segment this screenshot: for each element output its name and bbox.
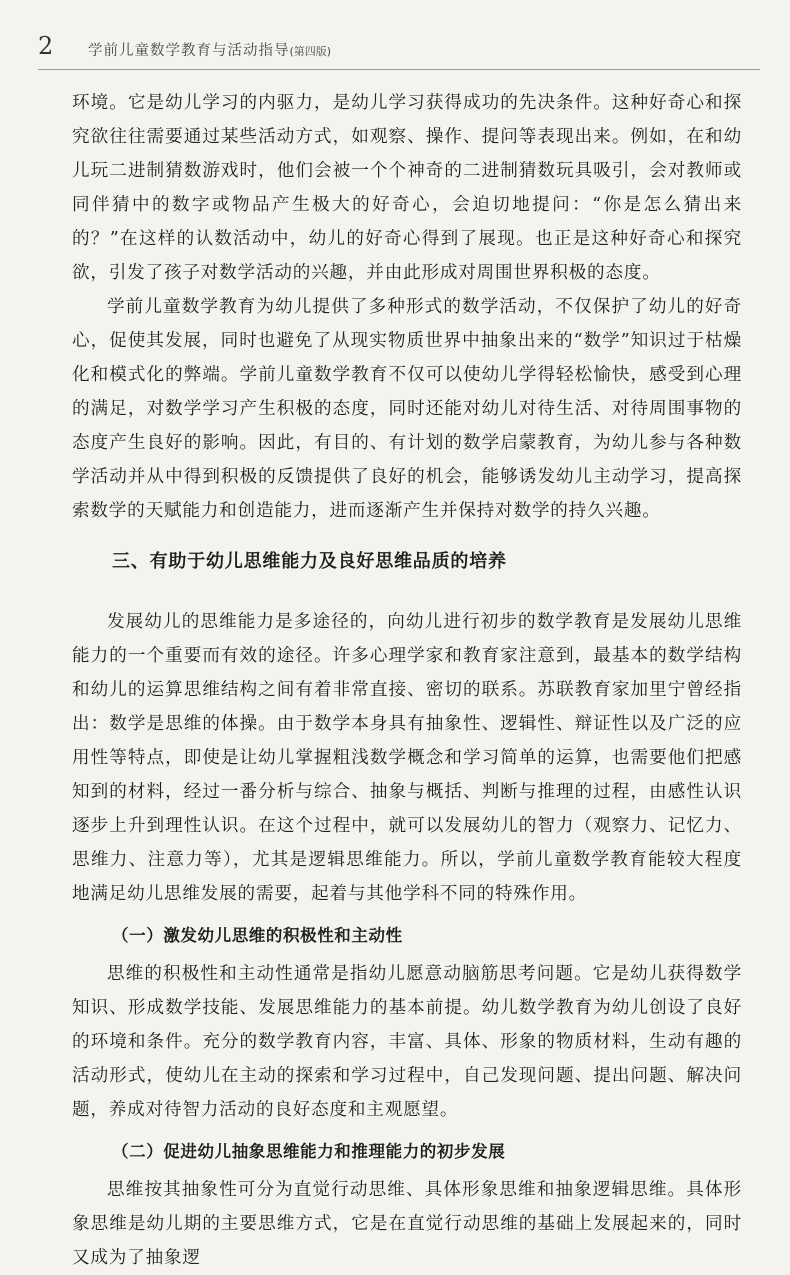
edition-label: (第四版)	[289, 45, 332, 58]
header-rule	[38, 69, 760, 70]
paragraph: 思维的积极性和主动性通常是指幼儿愿意动脑筋思考问题。它是幼儿获得数学知识、形成数学技能、发展思维能力的基本前提。幼儿数学教育为幼儿创设了良好的环境和条件。充分的数学教育内容，丰富、具体、形象的物质材料，生动有趣的活动形式，使幼儿在主动的探索和学习过程中，自己发现问题、提出问题、解决问题，养成对待智力活动的良好态度和主观愿望。	[72, 964, 742, 1120]
subsection-heading: （二）促进幼儿抽象思维能力和推理能力的初步发展	[112, 1142, 506, 1161]
paragraph: 发展幼儿的思维能力是多途径的，向幼儿进行初步的数学教育是发展幼儿思维能力的一个重要而有效的途径。许多心理学家和教育家注意到，最基本的数学结构和幼儿的运算思维结构之间有着非常直接、密切的联系。苏联教育家加里宁曾经指出：数学是思维的体操。由于数学本身具有抽象性、逻辑性、辩证性以及广泛的应用性等特点，即使是让幼儿掌握粗浅数学概念和学习简单的运算，也需要他们把感知到的材料，经过一番分析与综合、抽象与概括、判断与推理的过程，由感性认识逐步上升到理性认识。在这个过程中，就可以发展幼儿的智力（观察力、记忆力、思维力、注意力等），尤其是逻辑思维能力。所以，学前儿童数学教育能较大程度地满足幼儿思维发展的需要，起着与其他学科不同的特殊作用。	[72, 612, 742, 904]
page-number: 2	[38, 32, 54, 60]
paragraph: 思维按其抽象性可分为直觉行动思维、具体形象思维和抽象逻辑思维。具体形象思维是幼儿期的主要思维方式，它是在直觉行动思维的基础上发展起来的，同时又成为了抽象逻	[72, 1180, 742, 1268]
paragraph: 学前儿童数学教育为幼儿提供了多种形式的数学活动，不仅保护了幼儿的好奇心，促使其发展，同时也避免了从现实物质世界中抽象出来的“数学”知识过于枯燥化和模式化的弊端。学前儿童数学教育不仅可以使幼儿学得轻松愉快，感受到心理的满足，对数学学习产生积极的态度，同时还能对幼儿对待生活、对待周围事物的态度产生良好的影响。因此，有目的、有计划的数学启蒙教育，为幼儿参与各种数学活动并从中得到积极的反馈提供了良好的机会，能够诱发幼儿主动学习，提高探索数学的天赋能力和创造能力，进而逐渐产生并保持对数学的持久兴趣。	[72, 297, 742, 521]
running-title	[88, 39, 331, 60]
paragraph-continued: 环境。它是幼儿学习的内驱力，是幼儿学习获得成功的先决条件。这种好奇心和探究欲往往需要通过某些活动方式，如观察、操作、提问等表现出来。例如，在和幼儿玩二进制猜数游戏时，他们会被一个个神奇的二进制猜数玩具吸引，会对教师或同伴猜中的数字或物品产生极大的好奇心，会迫切地提问：“你是怎么猜出来的？”在这样的认数活动中，幼儿的好奇心得到了展现。也正是这种好奇心和探究欲，引发了孩子对数学活动的兴趣，并由此形成对周围世界积极的态度。	[72, 93, 742, 283]
subsection-heading: （一）激发幼儿思维的积极性和主动性	[112, 926, 403, 945]
page-header	[38, 30, 758, 70]
page-body	[72, 86, 742, 1275]
section-heading: 三、有助于幼儿思维能力及良好思维品质的培养	[112, 551, 507, 572]
book-title: 学前儿童数学教育与活动指导	[88, 43, 290, 59]
